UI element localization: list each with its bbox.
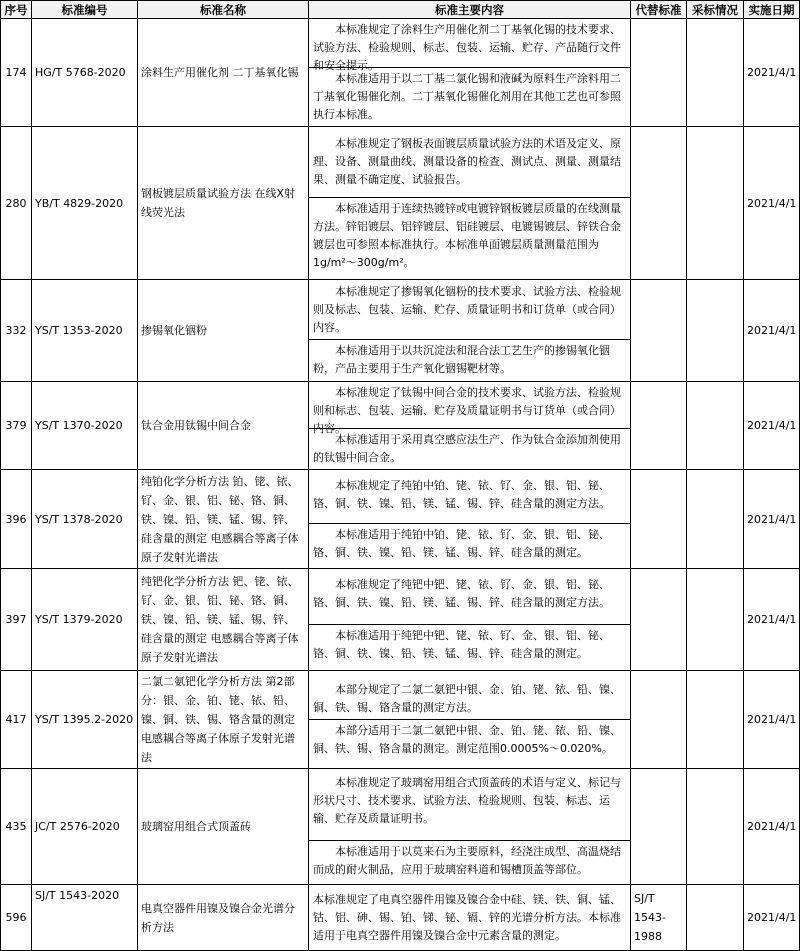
row-replace [631, 280, 687, 382]
content-scope-text: 本标准规定了涂料生产用催化剂二丁基氧化锡的技术要求、试验方法、检验规则、标志、包装、运输、贮存、产品随行文件和安全提示。 [313, 23, 621, 72]
table-row [1, 769, 800, 885]
content-apply-text: 本标准适用于以共沉淀法和混合法工艺生产的掺锡氧化铟粉，产品主要用于生产氧化铟锡靶材等。 [309, 339, 630, 380]
table-row [1, 382, 800, 470]
row-code: JC/T 2576-2020 [32, 769, 138, 885]
row-content [309, 671, 631, 769]
row-adopt [687, 127, 744, 280]
row-adopt [687, 671, 744, 769]
table-row [1, 671, 800, 769]
row-code: YS/T 1378-2020 [32, 470, 138, 569]
table-row [1, 127, 800, 280]
content-apply-text: 本标准适用于以二丁基二氯化锡和液碱为原料生产涂料用二丁基氧化锡催化剂。二丁基氧化锡催化剂用在其他工艺也可参照执行本标准。 [309, 67, 630, 126]
row-content [309, 769, 631, 885]
content-apply-text: 本标准适用于以莫来石为主要原料，经浇注成型、高温烧结而成的耐火制品，应用于玻璃窑料道和锡槽顶盖等部位。 [309, 840, 630, 881]
row-name: 掺锡氧化铟粉 [138, 280, 309, 382]
content-scope-text: 本标准规定了玻璃窑用组合式顶盖砖的术语与定义、标记与形状尺寸、技术要求、试验方法、检验规则、包装、标志、运输、贮存及质量证明书。 [313, 776, 621, 825]
row-name: 钛合金用钛锡中间合金 [138, 382, 309, 470]
content-scope-text: 本标准规定了钛锡中间合金的技术要求、试验方法、检验规则和标志、包装、运输、贮存及质量证明书与订货单（或合同）内容。 [313, 386, 621, 435]
header-content: 标准主要内容 [309, 1, 631, 19]
content-scope-text: 本标准规定了纯钯中钯、铑、铱、钌、金、银、铝、铋、铬、铜、铁、镍、铅、镁、锰、锡、锌、硅含量的测定方法。 [313, 578, 610, 609]
row-no: 280 [1, 127, 32, 280]
row-date: 2021/4/1 [744, 19, 800, 127]
content-scope-text: 本标准规定了钢板表面镀层质量试验方法的术语及定义、原理、设备、测量曲线、测量设备的检查、测试点、测量、测量结果、测量不确定度、试验报告。 [313, 136, 621, 186]
row-no: 174 [1, 19, 32, 127]
row-no: 379 [1, 382, 32, 470]
row-content [309, 885, 631, 951]
row-replace [631, 671, 687, 769]
table-row [1, 470, 800, 569]
content-apply-text: 本标准适用于纯铂中铂、铑、铱、钌、金、银、铝、铋、铬、铜、铁、镍、铅、镁、锰、锡、锌、硅含量的测定。 [309, 523, 630, 564]
row-content [309, 127, 631, 280]
row-no: 435 [1, 769, 32, 885]
content-scope-text: 本标准规定了纯铂中铂、铑、铱、钌、金、银、铝、铋、铬、铜、铁、镍、铅、镁、锰、锡、锌、硅含量的测定方法。 [313, 478, 610, 510]
content-scope-text: 本标准规定了掺锡氧化铟粉的技术要求、试验方法、检验规则及标志、包装、运输、贮存、质量证明书和订货单（或合同）内容。 [313, 285, 621, 334]
header-date: 实施日期 [744, 1, 800, 19]
header-adopt: 采标情况 [687, 1, 744, 19]
table-row [1, 885, 800, 951]
row-name: 二氯二氨钯化学分析方法 第2部分：银、金、铂、铑、铱、铅、镍、铜、铁、锡、铬含量的测定 电感耦合等离子体原子发射光谱法 [138, 671, 309, 769]
row-replace [631, 769, 687, 885]
row-date: 2021/4/1 [744, 885, 800, 951]
row-adopt [687, 280, 744, 382]
row-adopt [687, 19, 744, 127]
row-code: HG/T 5768-2020 [32, 19, 138, 127]
row-replace [631, 19, 687, 127]
row-content [309, 280, 631, 382]
table-row [1, 569, 800, 671]
row-code: YS/T 1370-2020 [32, 382, 138, 470]
row-name: 玻璃窑用组合式顶盖砖 [138, 769, 309, 885]
row-adopt [687, 569, 744, 671]
header-row [1, 1, 800, 19]
row-date: 2021/4/1 [744, 569, 800, 671]
row-content [309, 470, 631, 569]
row-date: 2021/4/1 [744, 382, 800, 470]
row-name: 钢板镀层质量试验方法 在线X射线荧光法 [138, 127, 309, 280]
row-code: YB/T 4829-2020 [32, 127, 138, 280]
content-apply-text: 本部分适用于二氯二氨钯中银、金、铂、铑、铱、铅、镍、铜、铁、锡、铬含量的测定。测定范围0.0005%～0.020%。 [309, 719, 630, 760]
row-name: 纯钯化学分析方法 钯、铑、铱、钌、金、银、铝、铋、铬、铜、铁、镍、铅、镁、锰、锡、锌、硅含量的测定 电感耦合等离子体原子发射光谱法 [138, 569, 309, 671]
table-row [1, 19, 800, 127]
row-adopt [687, 885, 744, 951]
row-adopt [687, 769, 744, 885]
row-replace [631, 470, 687, 569]
row-name: 纯铂化学分析方法 铂、铑、铱、钌、金、银、铝、铋、铬、铜、铁、镍、铅、镁、锰、锡、锌、硅含量的测定 电感耦合等离子体原子发射光谱法 [138, 470, 309, 569]
row-code: YS/T 1395.2-2020 [32, 671, 138, 769]
row-date: 2021/4/1 [744, 127, 800, 280]
header-no: 序号 [1, 1, 32, 19]
row-no: 596 [1, 885, 32, 951]
row-replace [631, 569, 687, 671]
row-replace: SJ/T 1543-1988 [631, 885, 687, 951]
row-date: 2021/4/1 [744, 470, 800, 569]
table-row [1, 280, 800, 382]
row-content [309, 19, 631, 127]
row-no: 397 [1, 569, 32, 671]
row-replace [631, 382, 687, 470]
row-date: 2021/4/1 [744, 280, 800, 382]
row-replace [631, 127, 687, 280]
content-apply-text: 本标准适用于采用真空感应法生产、作为钛合金添加剂使用的钛锡中间合金。 [309, 428, 630, 469]
row-content [309, 382, 631, 470]
row-adopt [687, 382, 744, 470]
row-date: 2021/4/1 [744, 769, 800, 885]
row-code: YS/T 1353-2020 [32, 280, 138, 382]
row-content [309, 569, 631, 671]
header-code: 标准编号 [32, 1, 138, 19]
row-name: 电真空器件用镍及镍合金光谱分析方法 [138, 885, 309, 951]
row-date: 2021/4/1 [744, 671, 800, 769]
row-code: YS/T 1379-2020 [32, 569, 138, 671]
content-scope-text: 本标准规定了电真空器件用镍及镍合金中硅、镁、铁、铜、锰、钴、铝、砷、锡、铂、锑、铋、镉、锌的光谱分析方法。本标准适用于电真空器件用镍及镍合金中元素含量的测定。 [313, 892, 621, 942]
header-replace: 代替标准 [631, 1, 687, 19]
row-code: SJ/T 1543-2020 [32, 885, 138, 951]
row-adopt [687, 470, 744, 569]
row-no: 417 [1, 671, 32, 769]
content-apply-text: 本标准适用于连续热镀锌或电镀锌钢板镀层质量的在线测量方法。锌铝镀层、铝锌镀层、铝硅镀层、电镀锡镀层、锌铁合金镀层也可参照本标准执行。本标准单面镀层质量测量范围为1g/m²～300g/m²。 [309, 197, 630, 274]
row-no: 396 [1, 470, 32, 569]
content-apply-text: 本标准适用于纯钯中钯、铑、铱、钌、金、银、铝、铋、铬、铜、铁、镍、铅、镁、锰、锡、锌、硅含量的测定。 [309, 624, 630, 665]
row-name: 涂料生产用催化剂 二丁基氧化锡 [138, 19, 309, 127]
content-scope-text: 本部分规定了二氯二氨钯中银、金、铂、铑、铱、铅、镍、铜、铁、锡、铬含量的测定方法。 [313, 683, 621, 714]
header-name: 标准名称 [138, 1, 309, 19]
row-no: 332 [1, 280, 32, 382]
